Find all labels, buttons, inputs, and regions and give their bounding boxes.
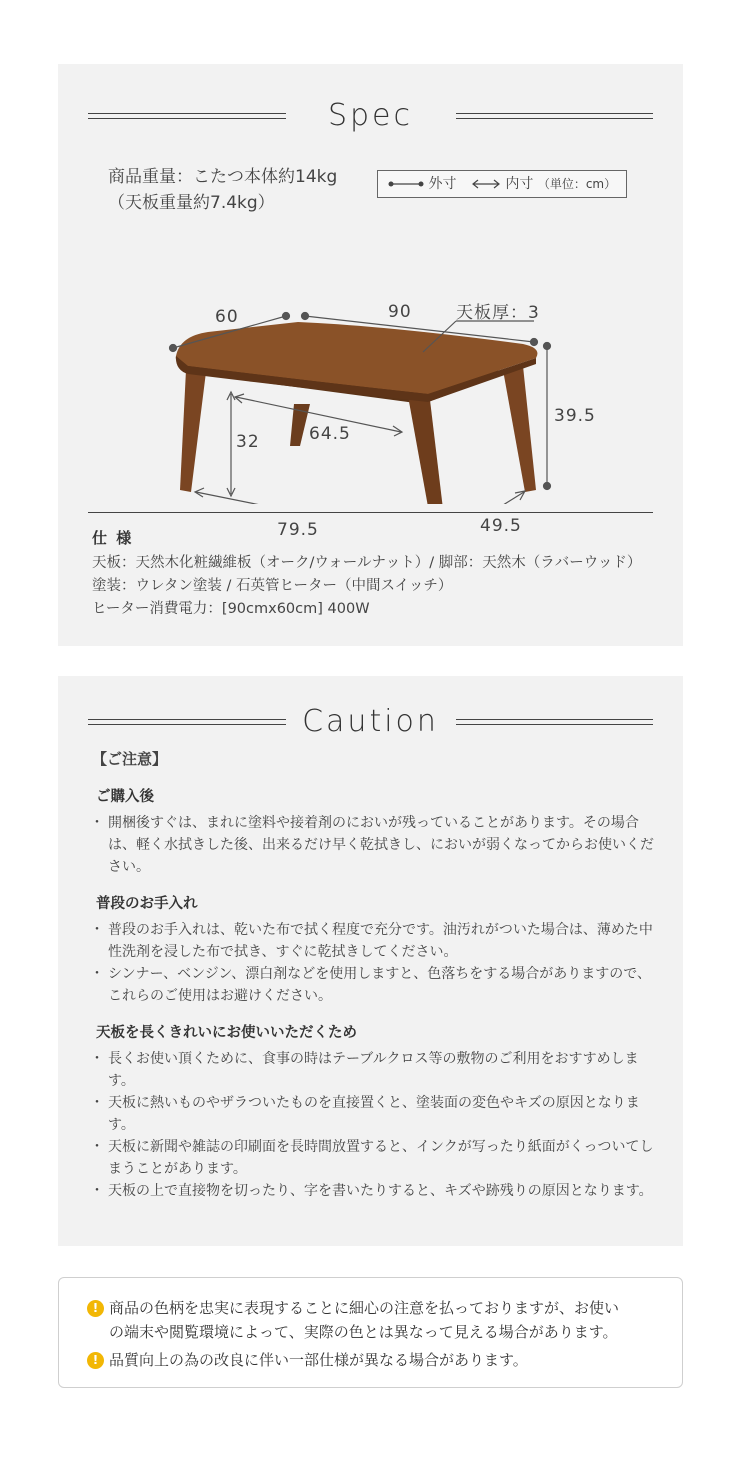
legend-unit-label: （単位：cm） [537, 177, 617, 191]
caution-group-after-purchase [92, 785, 662, 878]
inner-dimension-icon [471, 179, 501, 189]
spec-section-heading: 仕 様 [92, 529, 134, 547]
dim-bottom-depth: 49.5 [480, 516, 522, 536]
notice-line-color [87, 1296, 667, 1344]
weight-line-2: （天板重量約7.4kg） [108, 193, 275, 213]
dim-top-thickness: 天板厚：3 [456, 303, 540, 323]
spec-line-finish: 塗装：ウレタン塗装 / 石英管ヒーター（中間スイッチ） [92, 578, 453, 594]
dim-inner-height: 32 [236, 432, 260, 452]
caution-group-heading: 天板を長くきれいにお使いいただくため [96, 1025, 357, 1041]
leg-front-center [408, 396, 448, 504]
caution-bullet: ・ シンナー、ベンジン、漂白剤などを使用しますと、色落ちをする場合がありますので、これらのご使用はお避けください。 [94, 963, 662, 1007]
caution-group-daily-care [92, 892, 662, 1007]
caution-bullet: ・ 長くお使い頂くために、食事の時はテーブルクロス等の敷物のご利用をおすすめします。 [94, 1048, 662, 1092]
caution-panel [58, 676, 683, 1246]
dim-inner-width: 64.5 [309, 424, 351, 444]
dim-width: 90 [388, 302, 412, 322]
spec-heading [58, 96, 683, 136]
color-notice-box [58, 1277, 683, 1388]
notice-line-spec [87, 1348, 667, 1372]
dim-height: 39.5 [554, 406, 596, 426]
product-weight [108, 164, 337, 216]
spec-details [92, 552, 641, 621]
notice-text-1a: 商品の色柄を忠実に表現することに細心の注意を払っておりますが、お使い [109, 1299, 620, 1317]
caution-bullet: ・ 開梱後すぐは、まれに塗料や接着剤のにおいが残っていることがあります。その場合は、軽く水拭きした後、出来るだけ早く乾拭きし、においが弱くなってからお使いください。 [94, 812, 662, 878]
leg-front-left [180, 370, 206, 492]
exclamation-circle-icon: ! [87, 1352, 104, 1369]
caution-heading [58, 702, 683, 742]
table-top [176, 322, 538, 394]
caution-bracket-title: 【ご注意】 [92, 750, 168, 768]
notice-text-2: 品質向上の為の改良に伴い一部仕様が異なる場合があります。 [109, 1351, 528, 1369]
dim-bottom-width: 79.5 [277, 520, 319, 540]
caution-bullet: ・ 天板に新聞や雑誌の印刷面を長時間放置すると、インクが写ったり紙面がくっついてしまうことがあります。 [94, 1136, 662, 1180]
spec-divider [88, 512, 653, 513]
weight-line-1: 商品重量：こたつ本体約14kg [108, 167, 338, 187]
spec-line-power: ヒーター消費電力：[90cmx60cm] 400W [92, 601, 370, 617]
caution-bullet: ・ 普段のお手入れは、乾いた布で拭く程度で充分です。油汚れがついた場合は、薄めた中性洗剤を浸した布で拭き、すぐに乾拭きしてください。 [94, 919, 662, 963]
spec-panel [58, 64, 683, 646]
spec-title: Spec [327, 98, 414, 133]
leg-right [503, 366, 536, 492]
notice-text-1b: の端末や閲覧環境によって、実際の色とは異なって見える場合があります。 [109, 1323, 618, 1341]
spec-line-material: 天板：天然木化粧繊維板（オーク/ウォールナット）/ 脚部：天然木（ラバーウッド） [92, 555, 642, 571]
caution-group-heading: 普段のお手入れ [96, 896, 198, 912]
kotatsu-table-illustration [58, 224, 683, 504]
legend-inner-label: 内寸 [505, 176, 534, 192]
caution-bullet: ・ 天板に熱いものやザラついたものを直接置くと、塗装面の変色やキズの原因となります。 [94, 1092, 662, 1136]
outer-dimension-icon [388, 179, 424, 189]
legend-outer-label: 外寸 [428, 176, 457, 192]
dimension-legend [377, 170, 627, 198]
dim-depth: 60 [215, 307, 239, 327]
caution-group-heading: ご購入後 [96, 789, 154, 805]
caution-group-tabletop-care [92, 1021, 662, 1202]
caution-body [92, 748, 662, 1216]
exclamation-circle-icon: ! [87, 1300, 104, 1317]
caution-title: Caution [302, 704, 439, 739]
caution-bullet: ・ 天板の上で直接物を切ったり、字を書いたりすると、キズや跡残りの原因となります。 [94, 1180, 662, 1202]
